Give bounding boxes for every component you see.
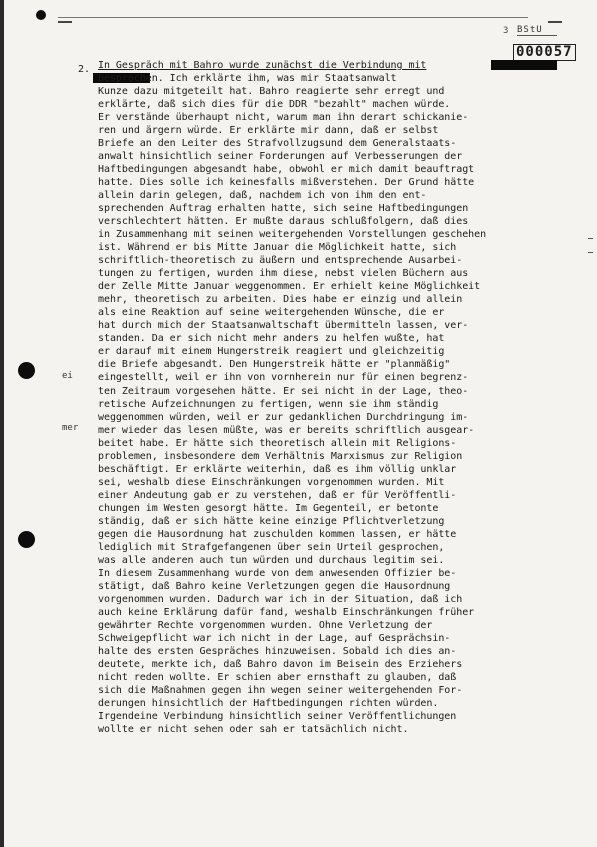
text-line: mehr, theoretisch zu arbeiten. Dies habe er einzig und allein	[98, 294, 463, 306]
text-line: retische Aufzeichnungen zu fertigen, wenn sie ihm ständig	[98, 398, 439, 410]
text-line: sprechenden Auftrag erhalten hatte, sich seine Haftbedingungen	[98, 203, 469, 215]
stamp-label: BStU	[517, 25, 557, 36]
text-line: eingestellt, weil er ihn von vornherein nur für einen begrenz-	[98, 372, 469, 384]
text-line: chungen im Westen gesorgt hätte. Im Gegenteil, er betonte	[98, 502, 439, 514]
punch-hole	[36, 10, 46, 20]
edge-mark	[588, 252, 593, 253]
text-line: mer wieder das lesen müßte, was er bereits schriftlich ausgear-	[98, 424, 475, 436]
text-line: tungen zu fertigen, wurden ihm diese, nebst vielen Büchern aus	[98, 268, 469, 280]
text-line: Briefe an den Leiter des Strafvollzugsund dem Generalstaats-	[98, 138, 457, 150]
text-line: In Gespräch mit Bahro wurde zunächst die Verbindung mit	[98, 60, 427, 71]
text-line: einer Andeutung gab er zu verstehen, daß er für Veröffentli-	[98, 489, 457, 501]
text-line: Schweigepflicht war ich nicht in der Lage, auf Gesprächsin-	[98, 632, 451, 644]
scan-edge	[0, 0, 4, 847]
text-line: hatte. Dies solle ich keinesfalls mißverstehen. Der Grund hätte	[98, 177, 475, 189]
top-rule	[58, 17, 528, 18]
text-line: in Zusammenhang mit seinen weitergehenden Vorstellungen geschehen	[98, 229, 487, 241]
text-line: die Briefe abgesandt. Den Hungerstreik hätte er "planmäßig"	[98, 359, 451, 371]
text-line: gegen die Hausordnung hat zuschulden kommen lassen, er hätte	[98, 528, 457, 540]
text-line: In diesem Zusammenhang wurde von dem anwesenden Offizier be-	[98, 567, 457, 579]
text-line: sich die Maßnahmen gegen ihn wegen seiner weitergehenden For-	[98, 684, 463, 696]
item-number: 2.	[78, 64, 91, 75]
corner-mark	[58, 21, 72, 23]
text-line: problemen, insbesondere dem Verhältnis Marxismus zur Religion	[98, 450, 463, 462]
text-line: lediglich mit Strafgefangenen über sein Urteil gesprochen,	[98, 541, 445, 553]
text-line: beitet habe. Er hätte sich theoretisch allein mit Religions-	[98, 437, 457, 449]
text-line: gewährter Rechte vorgenommen wurden. Ohne Verletzung der	[98, 619, 433, 631]
text-line: ist. Während er bis Mitte Januar die Möglichkeit hatte, sich	[98, 242, 457, 254]
text-line: ren und ärgern würde. Er erklärte mir dann, daß er selbst	[98, 125, 439, 137]
text-line: derungen hinsichtlich der Haftbedingungen richten würden.	[98, 697, 439, 709]
text-line: sei, weshalb diese Einschränkungen vorgenommen wurden. Mit	[98, 476, 445, 488]
text-line: anwalt hinsichtlich seiner Forderungen auf Verbesserungen der	[98, 151, 463, 163]
text-line: Haftbedingungen abgesandt habe, obwohl er mich damit beauftragt	[98, 164, 475, 176]
punch-hole	[18, 362, 35, 379]
text-line: wollte er nicht sehen oder sah er tatsächlich nicht.	[98, 724, 409, 736]
text-line: der Zelle Mitte Januar weggenommen. Er erhielt keine Möglichkeit	[98, 281, 481, 293]
stamp-number: 000057	[513, 44, 576, 61]
text-line: hat durch mich der Staatsanwaltschaft übermitteln lassen, ver-	[98, 320, 469, 332]
punch-hole	[18, 531, 35, 548]
text-line: weggenommen würden, weil er zur gedanklichen Durchdringung im-	[98, 411, 469, 423]
text-line: deutete, merkte ich, daß Bahro davon im Beisein des Erziehers	[98, 658, 463, 670]
text-line: er darauf mit einem Hungerstreik reagiert und gleichzeitig	[98, 346, 445, 358]
text-line: stätigt, daß Bahro keine Verletzungen gegen die Hausordnung	[98, 580, 451, 592]
text-line: ten Zeitraum vorgesehen hätte. Er sei nicht in der Lage, theo-	[98, 385, 469, 397]
page-mark: 3	[503, 26, 509, 36]
edge-mark	[588, 238, 593, 239]
text-line: als eine Reaktion auf seine weitergehenden Wünsche, die er	[98, 307, 445, 319]
margin-note: mer	[62, 423, 79, 433]
text-line: erklärte, daß sich dies für die DDR "bezahlt" machen würde.	[98, 99, 451, 111]
text-line: halte des ersten Gespräches hinzuweisen. Sobald ich dies an-	[98, 645, 457, 657]
text-line: nicht reden wollte. Er schien aber ernsthaft zu glauben, daß	[98, 671, 457, 683]
text-line: Kunze dazu mitgeteilt hat. Bahro reagierte sehr erregt und	[98, 86, 445, 98]
redaction-bar	[491, 60, 557, 70]
text-line: vorgenommen wurden. Dadurch war ich in der Situation, daß ich	[98, 593, 463, 605]
text-line: Irgendeine Verbindung hinsichtlich seiner Veröffentlichungen	[98, 711, 457, 722]
text-line: beschäftigt. Er erklärte weiterhin, daß es ihm völlig unklar	[98, 463, 457, 475]
text-line: ständig, daß er sich hätte keine einzige Pflichtverletzung	[98, 515, 445, 527]
text-line: allein darin gelegen, daß, nachdem ich von ihm den ent-	[98, 190, 427, 202]
text-line: verschlechtert hätten. Er mußte daraus schlußfolgern, daß dies	[98, 216, 469, 228]
text-line: auch keine Erklärung dafür fand, weshalb Einschränkungen früher	[98, 606, 475, 618]
text-line: was alle anderen auch tun würden und durchaus legitim sei.	[98, 554, 445, 566]
margin-note: ei	[62, 371, 73, 381]
corner-mark	[548, 21, 562, 23]
text-line: standen. Da er sich nicht mehr anders zu helfen wußte, hat	[98, 333, 445, 345]
text-line: schriftlich-theoretisch zu äußern und entsprechende Ausarbei-	[98, 255, 463, 267]
text-line: Er verstände überhaupt nicht, warum man ihn derart schickanie-	[98, 112, 469, 124]
text-line: besprochen. Ich erklärte ihm, was mir Staatsanwalt	[98, 73, 397, 85]
